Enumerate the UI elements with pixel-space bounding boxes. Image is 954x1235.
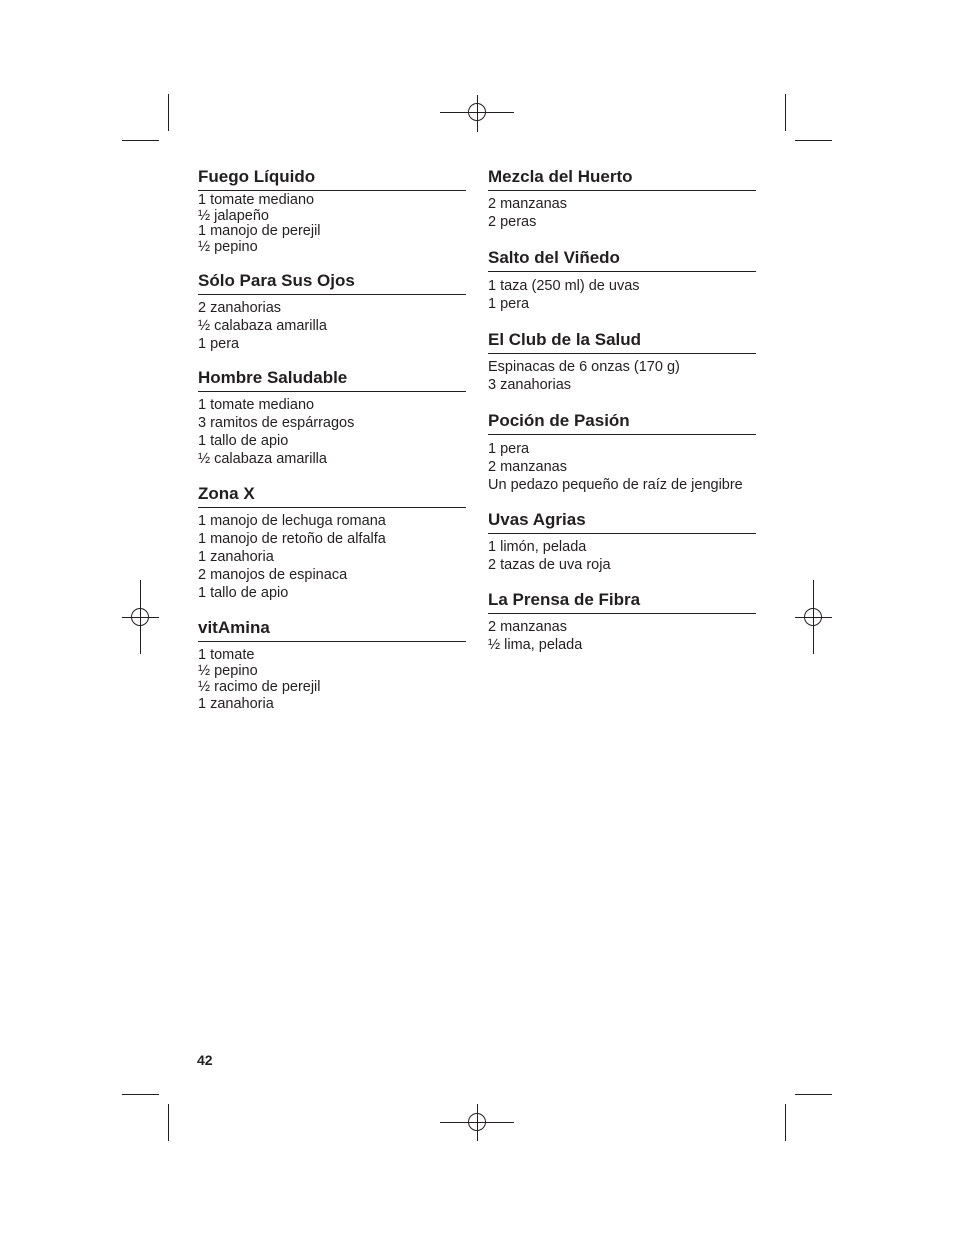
crosshair-icon xyxy=(131,608,149,626)
recipe-fuego-liquido xyxy=(198,166,466,255)
ingredient: 2 manojos de espinaca xyxy=(198,567,348,583)
recipe-title: El Club de la Salud xyxy=(488,329,756,354)
ingredient: 1 manojo de lechuga romana xyxy=(198,513,386,529)
ingredient: 1 limón, pelada xyxy=(488,539,587,555)
ingredient: ½ calabaza amarilla xyxy=(198,318,327,334)
ingredient-list xyxy=(488,272,756,313)
recipes-left-column xyxy=(198,166,466,713)
ingredient: 1 tallo de apio xyxy=(198,585,289,601)
recipe-title: Salto del Viñedo xyxy=(488,247,756,272)
recipe-title: Uvas Agrias xyxy=(488,509,756,534)
ingredient: Espinacas de 6 onzas (170 g) xyxy=(488,359,680,375)
ingredient-list xyxy=(488,191,756,231)
ingredient: ½ pepino xyxy=(198,238,258,255)
recipe-hombre-saludable xyxy=(198,367,466,468)
crosshair-icon xyxy=(468,1113,486,1131)
recipe-title: Sólo Para Sus Ojos xyxy=(198,270,466,295)
recipe-mezcla-del-huerto xyxy=(488,166,756,231)
recipe-el-club-de-la-salud xyxy=(488,329,756,394)
ingredient: 2 manzanas xyxy=(488,619,567,635)
ingredient: 1 tomate mediano xyxy=(198,192,315,208)
crosshair-icon xyxy=(468,103,486,121)
ingredient: 3 ramitos de espárragos xyxy=(198,415,355,431)
ingredient: ½ lima, pelada xyxy=(488,637,583,653)
ingredient: 1 zanahoria xyxy=(198,549,274,565)
ingredient: 2 zanahorias xyxy=(198,300,282,316)
recipe-title: Mezcla del Huerto xyxy=(488,166,756,191)
ingredient: 1 zanahoria xyxy=(198,696,274,712)
ingredient: ½ jalapeño xyxy=(198,207,269,224)
recipes-right-column xyxy=(488,166,756,654)
ingredient: 2 peras xyxy=(488,214,537,230)
ingredient: 1 tomate xyxy=(198,647,255,663)
ingredient: 1 taza (250 ml) de uvas xyxy=(488,278,640,294)
ingredient: 1 pera xyxy=(198,336,240,352)
ingredient: ½ calabaza amarilla xyxy=(198,451,327,467)
ingredient: ½ pepino xyxy=(198,663,258,679)
recipe-title: Fuego Líquido xyxy=(198,166,466,191)
ingredient: 2 tazas de uva roja xyxy=(488,557,611,573)
ingredient-list xyxy=(198,392,466,468)
ingredient-list xyxy=(488,534,756,574)
ingredient: 1 tomate mediano xyxy=(198,397,315,413)
recipe-title: Hombre Saludable xyxy=(198,367,466,392)
recipe-salto-del-vinedo xyxy=(488,247,756,313)
ingredient: 3 zanahorias xyxy=(488,377,572,393)
ingredient: 1 manojo de retoño de alfalfa xyxy=(198,531,386,547)
ingredient: 2 manzanas xyxy=(488,459,567,475)
recipe-title: La Prensa de Fibra xyxy=(488,589,756,614)
recipe-zona-x xyxy=(198,483,466,602)
ingredient-list xyxy=(198,642,466,713)
recipe-title: Zona X xyxy=(198,483,466,508)
recipe-vitamina xyxy=(198,617,466,713)
ingredient: 1 pera xyxy=(488,296,530,312)
ingredient: 1 pera xyxy=(488,441,530,457)
crosshair-icon xyxy=(804,608,822,626)
ingredient-list xyxy=(488,354,756,394)
recipe-la-prensa-de-fibra xyxy=(488,589,756,654)
ingredient-list xyxy=(198,191,466,255)
recipe-uvas-agrias xyxy=(488,509,756,574)
ingredient: 2 manzanas xyxy=(488,196,567,212)
ingredient: 1 tallo de apio xyxy=(198,433,289,449)
recipe-title: vitAmina xyxy=(198,617,466,642)
recipe-solo-para-sus-ojos xyxy=(198,270,466,353)
ingredient-list xyxy=(488,435,756,494)
ingredient-list xyxy=(488,614,756,654)
ingredient-list xyxy=(198,508,466,602)
ingredient: ½ racimo de perejil xyxy=(198,679,321,695)
ingredient-list xyxy=(198,295,466,353)
ingredient: Un pedazo pequeño de raíz de jengibre xyxy=(488,477,743,493)
recipe-title: Poción de Pasión xyxy=(488,410,756,435)
ingredient: 1 manojo de perejil xyxy=(198,223,321,239)
recipe-pocion-de-pasion xyxy=(488,410,756,494)
page-number: 42 xyxy=(197,1052,213,1068)
